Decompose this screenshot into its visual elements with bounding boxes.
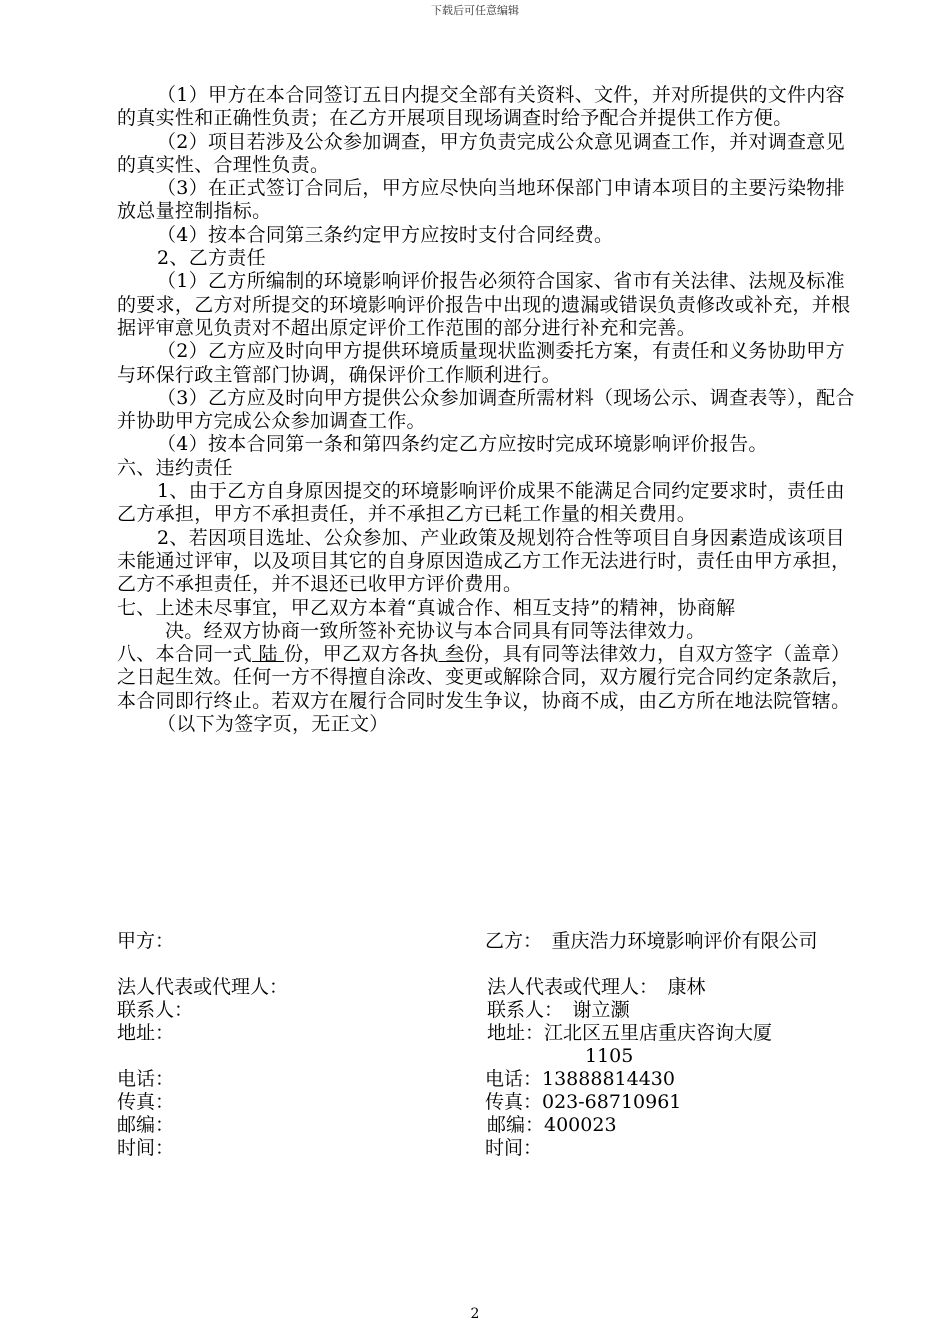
clause-8-each: 叁 xyxy=(438,643,465,666)
party-b-address-room: 1105 xyxy=(585,1045,634,1067)
clause-7-line-2: 决。经双方协商一致所签补充协议与本合同具有同等法律效力。 xyxy=(165,619,706,642)
paragraph-a1: （1）甲方在本合同签订五日内提交全部有关资料、文件，并对所提供的文件内容的真实性和正确性负责；在乙方开展项目现场调查时给予配合并提供工作方便。 xyxy=(117,84,845,130)
party-b-contact: 联系人： 谢立灏 xyxy=(487,999,630,1021)
contract-body xyxy=(117,84,857,736)
party-a-rep: 法人代表或代理人： xyxy=(117,976,289,998)
paragraph-b1: （1）乙方所编制的环境影响评价报告必须符合国家、省市有关法律、法规及标准的要求，乙方对所提交的环境影响评价报告中出现的遗漏或错误负责修改或补充，并根据评审意见负责对不超出原定评价工作范围的部分进行补充和完善。 xyxy=(117,270,851,339)
clause-8 xyxy=(117,643,857,713)
closing-note: （以下为签字页，无正文） xyxy=(157,713,389,736)
clause-8-part-3: 份，具有同等法律效力，自双方签字（盖章）之日起生效。任何一方不得擅自涂改、变更或解除合同，双方履行完合同约定条款后，本合同即行终止。若双方在履行合同时发生争议，协商不成，由乙方所在地法院管辖。 xyxy=(117,643,851,712)
paragraph-breach-1: 1、由于乙方自身原因提交的环境影响评价成果不能满足合同约定要求时，责任由乙方承担，甲方不承担责任，并不承担乙方已耗工作量的相关费用。 xyxy=(117,480,845,526)
section-heading-breach: 六、违约责任 xyxy=(117,456,233,479)
paragraph-a2: （2）项目若涉及公众参加调查，甲方负责完成公众意见调查工作，并对调查意见的真实性、合理性负责。 xyxy=(117,130,845,176)
party-b-phone: 电话：13888814430 xyxy=(485,1068,675,1090)
party-a-contact: 联系人： xyxy=(117,999,194,1021)
party-a-name: 甲方： xyxy=(117,930,175,952)
page-number: 2 xyxy=(470,1306,480,1322)
clause-8-copies: 陆 xyxy=(252,643,285,666)
clause-8-part-1: 八、本合同一式 xyxy=(117,643,253,666)
party-a-fax: 传真： xyxy=(117,1091,175,1113)
party-a-address: 地址： xyxy=(117,1022,175,1044)
party-b-address: 地址：江北区五里店重庆咨询大厦 xyxy=(487,1022,773,1044)
party-a-time: 时间： xyxy=(117,1137,175,1159)
paragraph-breach-2: 2、若因项目选址、公众参加、产业政策及规划符合性等项目自身因素造成该项目未能通过评审，以及项目其它的自身原因造成乙方工作无法进行时，责任由甲方承担，乙方不承担责任，并不退还已收甲方评价费用。 xyxy=(117,526,851,596)
party-b-rep: 法人代表或代理人： 康林 xyxy=(487,976,706,998)
paragraph-b4: （4）按本合同第一条和第四条约定乙方应按时完成环境影响评价报告。 xyxy=(157,433,768,456)
party-b-fax: 传真：023-68710961 xyxy=(485,1091,682,1113)
clause-8-part-2: 份，甲乙双方各执 xyxy=(284,643,439,666)
party-b-name: 乙方： 重庆浩力环境影响评价有限公司 xyxy=(485,930,818,952)
party-b-time: 时间： xyxy=(485,1137,543,1159)
party-a-postcode: 邮编： xyxy=(117,1114,175,1136)
paragraph-a3: （3）在正式签订合同后，甲方应尽快向当地环保部门申请本项目的主要污染物排放总量控制指标。 xyxy=(117,177,845,223)
section-heading-party-b: 2、乙方责任 xyxy=(157,247,266,270)
paragraph-b3: （3）乙方应及时向甲方提供公众参加调查所需材料（现场公示、调查表等），配合并协助甲方完成公众参加调查工作。 xyxy=(117,386,855,433)
clause-7-line-1: 七、上述未尽事宜，甲乙双方本着“真诚合作、相互支持”的精神，协商解 xyxy=(117,596,736,619)
page-header: 下载后可任意编辑 xyxy=(431,4,519,17)
paragraph-a4: （4）按本合同第三条约定甲方应按时支付合同经费。 xyxy=(157,223,614,246)
paragraph-b2: （2）乙方应及时向甲方提供环境质量现状监测委托方案，有责任和义务协助甲方与环保行政主管部门协调，确保评价工作顺利进行。 xyxy=(117,340,845,386)
party-b-postcode: 邮编：400023 xyxy=(487,1114,617,1136)
party-a-phone: 电话： xyxy=(117,1068,175,1090)
